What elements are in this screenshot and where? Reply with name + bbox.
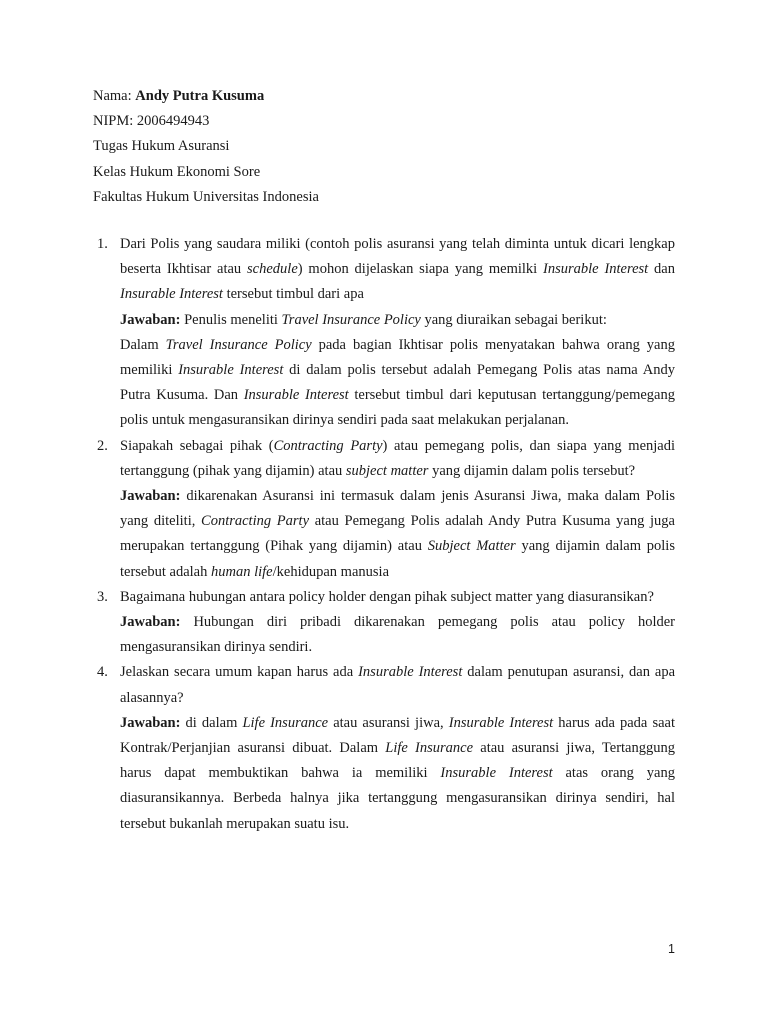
text-segment: dikarenakan Asuransi ini termasuk dalam jenis Asuransi Jiwa, maka dalam Polis yang diteliti, xyxy=(120,488,676,530)
answer-text xyxy=(120,711,675,837)
question-text xyxy=(120,660,675,710)
italic-term: Insurable Interest xyxy=(448,714,554,731)
italic-term: Contracting Party xyxy=(273,437,383,454)
answer-text xyxy=(120,484,675,585)
class-line: Kelas Hukum Ekonomi Sore xyxy=(93,163,261,180)
text-segment: Bagaimana hubungan antara policy holder dengan pihak subject matter yang diasuransikan? xyxy=(120,588,654,605)
question-number: 2. xyxy=(97,437,108,454)
text-segment: dan xyxy=(648,261,675,278)
text-segment: ) mohon dijelaskan siapa yang memilki xyxy=(297,261,544,278)
student-info xyxy=(93,84,319,210)
text-segment: Jelaskan secara umum kapan harus ada xyxy=(120,664,359,681)
task-line: Tugas Hukum Asuransi xyxy=(93,138,230,155)
italic-term: Insurable Interest xyxy=(120,286,223,303)
text-segment: dalam penutupan asuransi, dan apa alasannya? xyxy=(120,664,676,706)
question-number: 3. xyxy=(97,588,108,605)
text-segment: tersebut timbul dari apa xyxy=(222,286,364,303)
answer-text xyxy=(120,308,675,333)
question-number: 4. xyxy=(97,664,108,681)
italic-term: Subject Matter xyxy=(427,538,516,555)
student-name: Andy Putra Kusuma xyxy=(135,88,265,104)
text-segment: yang dijamin dalam polis tersebut adalah xyxy=(120,538,675,580)
text-segment: Siapakah sebagai pihak ( xyxy=(120,437,274,454)
question-item xyxy=(93,232,675,434)
question-list xyxy=(93,232,675,837)
question-item xyxy=(93,660,675,836)
text-segment: Hubungan diri pribadi dikarenakan pemegang polis atau policy holder mengasuransikan dirinya sendiri. xyxy=(120,614,676,656)
italic-term: Insurable Interest xyxy=(178,362,284,379)
text-segment: yang dijamin dalam polis tersebut? xyxy=(428,462,636,479)
text-segment: Dari Polis yang saudara miliki (contoh polis asuransi yang telah diminta untuk dicari lengkap beserta Ikhtisar atau xyxy=(120,236,675,278)
italic-term: schedule xyxy=(247,261,298,278)
italic-term: Travel Insurance Policy xyxy=(281,311,421,328)
italic-term: Insurable Interest xyxy=(543,261,649,278)
italic-term: Travel Insurance Policy xyxy=(165,336,312,353)
text-segment: pada bagian Ikhtisar polis menyatakan bahwa orang yang memiliki xyxy=(120,336,675,379)
question-item xyxy=(93,434,675,585)
page-number: 1 xyxy=(668,942,675,956)
text-segment: tersebut timbul dari keputusan tertanggung/pemegang polis untuk mengasuransikan dirinya sendiri pada saat melakukan perjalanan. xyxy=(120,387,675,429)
italic-term: human life xyxy=(211,563,273,580)
text-segment: atas orang yang diasuransikannya. Berbeda halnya jika tertanggung mengasuransikan dirinya sendiri, hal tersebut bukanlah merupakan suatu isu. xyxy=(120,765,675,832)
text-segment: atau asuransi jiwa, Tertanggung harus dapat membuktikan bahwa ia memiliki xyxy=(120,740,675,782)
faculty-line: Fakultas Hukum Universitas Indonesia xyxy=(93,188,319,205)
answer-label: Jawaban: xyxy=(120,311,181,328)
text-segment: /kehidupan manusia xyxy=(272,563,390,580)
question-number: 1. xyxy=(97,236,108,252)
text-segment: di dalam polis tersebut adalah Pemegang Polis atas nama Andy Putra Kusuma. Dan xyxy=(120,362,675,404)
answer-text xyxy=(120,333,675,434)
text-segment: ) atau pemegang polis, dan siapa yang menjadi tertanggung (pihak yang dijamin) atau xyxy=(120,437,675,479)
question-text xyxy=(120,434,675,484)
text-segment: harus ada pada saat Kontrak/Perjanjian asuransi dibuat. Dalam xyxy=(120,714,675,757)
question-text xyxy=(120,232,675,308)
question-item xyxy=(93,585,675,661)
name-label: Nama: xyxy=(93,88,132,104)
text-segment: yang diuraikan sebagai berikut: xyxy=(420,311,607,328)
italic-term: Insurable Interest xyxy=(243,387,349,404)
text-segment: Dalam xyxy=(120,336,166,353)
italic-term: Contracting Party xyxy=(201,513,310,530)
text-segment: atau Pemegang Polis adalah Andy Putra Kusuma yang juga merupakan tertanggung (Pihak yang dijamin) atau xyxy=(120,513,675,555)
name-line xyxy=(93,84,319,109)
answer-label: Jawaban: xyxy=(120,714,181,731)
text-segment: di dalam xyxy=(185,714,243,731)
italic-term: Life Insurance xyxy=(385,740,474,757)
italic-term: Life Insurance xyxy=(242,714,329,731)
question-text xyxy=(120,585,675,610)
text-segment: Penulis meneliti xyxy=(184,311,282,328)
answer-label: Jawaban: xyxy=(120,614,181,631)
nipm-line: NIPM: 2006494943 xyxy=(93,113,210,130)
text-segment: atau asuransi jiwa, xyxy=(328,714,449,731)
answer-text xyxy=(120,610,675,660)
italic-term: Insurable Interest xyxy=(440,765,553,782)
italic-term: Insurable Interest xyxy=(358,664,463,681)
italic-term: subject matter xyxy=(345,462,429,479)
answer-label: Jawaban: xyxy=(120,488,181,505)
